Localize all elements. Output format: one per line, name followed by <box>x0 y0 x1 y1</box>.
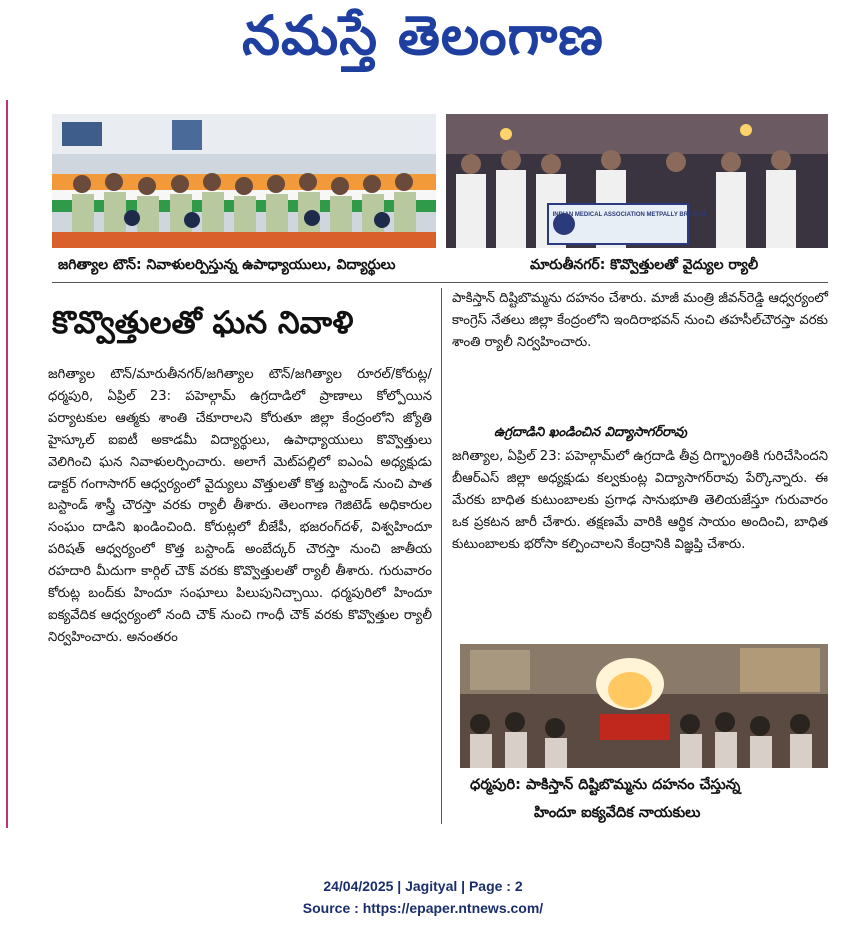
horizontal-divider <box>52 282 828 283</box>
article-body-left <box>48 364 432 830</box>
article-body-right-2: జగిత్యాల, ఏప్రిల్‌ 23: పహెల్గామ్‌లో ఉగ్రదాడి తీవ్ర దిగ్భ్రాంతికి గురిచేసిందని బీఆర్‌ఎస్‌ జిల్లా అధ్యక్షుడు కల్వకుంట్ల విద్యాసాగర్‌రావు పేర్కొన్నారు. ఈ మేరకు బాధిత కుటుంబాలకు ప్రగాఢ సానుభూతి తెలియజేస్తూ గురువారం ఒక ప్రకటన జారీ చేశారు. తక్షణమే వారికి ఆర్థిక సాయం అందించి, బాధిత కుటుంబాలకు భరోసా కల్పించాలని కేంద్రానికి విజ్ఞప్తి చేశారు. <box>452 449 828 552</box>
doctors-candle-rally-photo <box>446 114 828 248</box>
masthead-title: నమస్తే తెలంగాణ <box>242 4 604 67</box>
article-body-right-1: పాకిస్తాన్‌ దిష్టిబొమ్మను దహనం చేశారు. మాజీ మంత్రి జీవన్‌రెడ్డి ఆధ్వర్యంలో కాంగ్రెస్‌ నేతలు జిల్లా కేంద్రంలోని ఇందిరాభవన్‌ నుంచి తహసీల్‌చౌరస్తా వరకు శాంతి ర్యాలీ నిర్వహించారు. <box>452 291 828 350</box>
effigy-burning-photo <box>460 644 828 768</box>
edition-info: 24/04/2025 | Jagityal | Page : 2 <box>323 878 523 894</box>
photo-caption-top-right: మారుతీనగర్‌: కొవ్వొత్తులతో వైద్యుల ర్యాలీ <box>530 257 759 273</box>
banner-text: INDIAN MEDICAL ASSOCIATION METPALLY BRANCH <box>552 212 706 218</box>
photo-caption-bottom-right-line1: ధర్మపురి: పాకిస్తాన్‌ దిష్టిబొమ్మను దహనం చేస్తున్న <box>470 777 741 793</box>
article-headline: కొవ్వొత్తులతో ఘన నివాళి <box>52 305 354 341</box>
photo-caption-bottom-right-line2: హిందూ ఐక్యవేదిక నాయకులు <box>534 805 701 821</box>
column-divider <box>441 288 442 824</box>
article-paragraph: జగిత్యాల టౌన్‌/మారుతీనగర్‌/జగిత్యాల టౌన్‌/జగిత్యాల రూరల్‌/కోరుట్ల/ధర్మపురి, ఏప్రిల్‌ 23: పహెల్గామ్‌ ఉగ్రదాడిలో ప్రాణాలు కోల్పోయిన పర్యాటకుల ఆత్మకు శాంతి చేకూరాలని కోరుతూ జిల్లా కేంద్రంలోని జ్యోతి హైస్కూల్‌ ఐఐటీ అకాడమీ విద్యార్థులు, ఉపాధ్యాయులు కొవ్వొత్తులు వెలిగించి ఘన నివాళులర్పించారు. అలాగే మెట్‌పల్లిలో ఐఎంఏ అధ్యక్షుడు డాక్టర్‌ గంగాసాగర్‌ ఆధ్వర్యంలో వైద్యులు వొత్తులతో కొత్త బస్టాండ్‌ నుంచి పాత బస్టాండ్‌ శాస్త్రీ చౌరస్తా వరకు ర్యాలీ తీశారు. తెలంగాణ గెజిటెడ్‌ అధికారుల సంఘం దాడిని ఖండించింది. కోరుట్లలో బీజేపీ, భజరంగ్‌దళ్‌, విశ్వహిందూ పరిషత్‌ ఆధ్వర్యంలో కొత్త బస్టాండ్‌ అంబేద్కర్‌ చౌరస్తా నుంచి జాతీయ రహదారి మీదుగా కార్గిల్‌ చౌక్‌ వరకు కొవ్వొత్తులతో ర్యాలీ తీశారు. గురువారం కోరుట్ల బంద్‌కు హిందూ సంఘాలు పిలుపునిచ్చాయి. ధర్మపురిలో హిందూ ఐక్యవేదిక ఆధ్వర్యంలో నంది చౌక్‌ నుంచి గాంధీ చౌక్‌ వరకు కొవ్వొత్తుల ర్యాలీ నిర్వహించారు. అనంతరం <box>48 367 432 645</box>
margin-rule <box>6 100 8 828</box>
source-link[interactable]: Source : https://epaper.ntnews.com/ <box>302 900 544 916</box>
photo-caption-top-left: జగిత్యాల టౌన్‌: నివాళులర్పిస్తున్న ఉపాధ్యాయులు, విద్యార్థులు <box>58 257 396 273</box>
students-with-flags-photo <box>52 114 436 248</box>
article-subhead: ఉగ్రదాడిని ఖండించిన విద్యాసాగర్‌రావు <box>494 425 687 440</box>
